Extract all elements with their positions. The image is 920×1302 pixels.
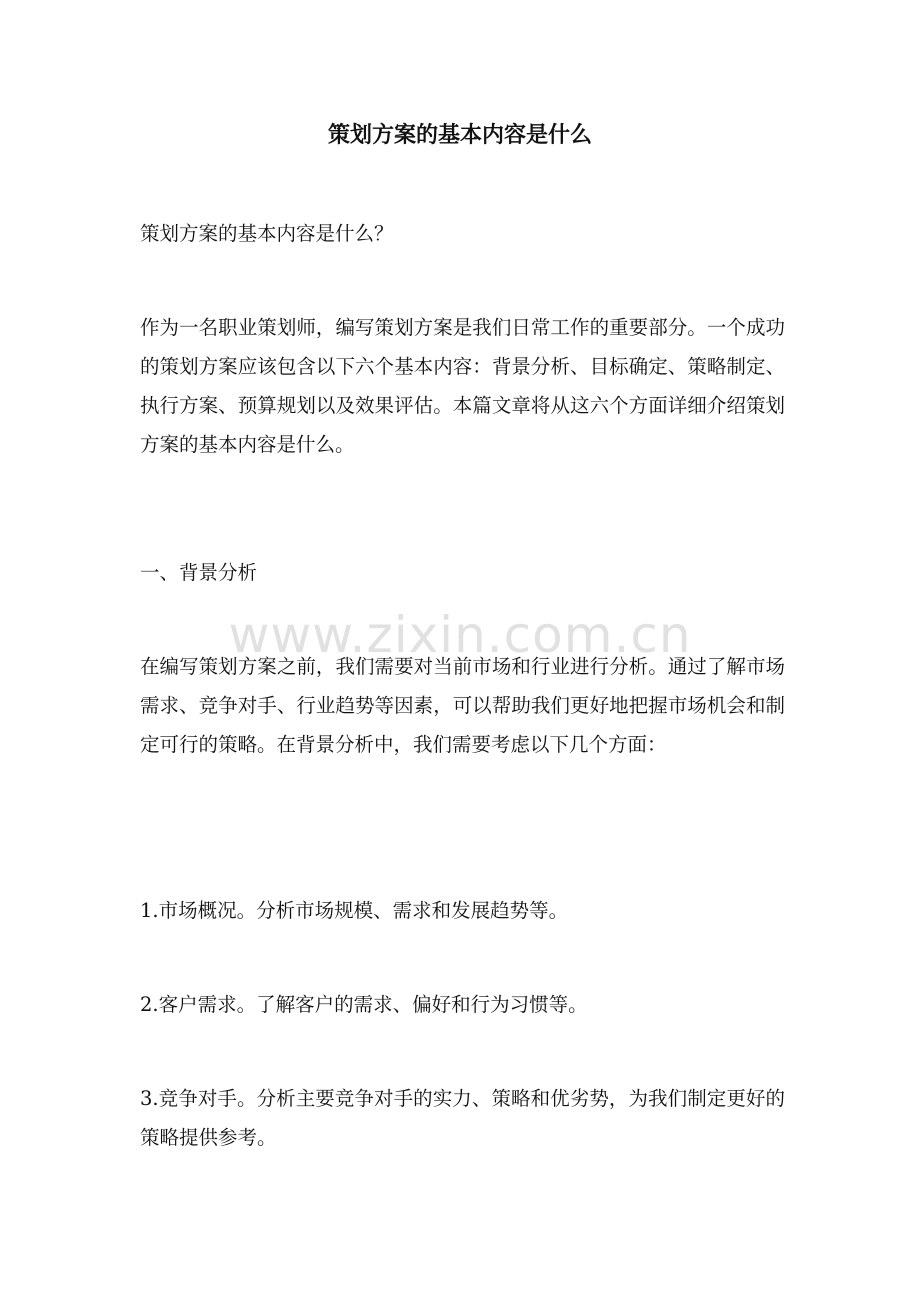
document-title: 策划方案的基本内容是什么 [327, 122, 592, 148]
background-paragraph: 在编写策划方案之前，我们需要对当前市场和行业进行分析。通过了解市场需求、竞争对手、行业趋势等因素，可以帮助我们更好地把握市场机会和制定可行的策略。在背景分析中，我们需要考虑以下几个方面： [140, 655, 785, 756]
list-item: 3.竞争对手。分析主要竞争对手的实力、策略和优劣势，为我们制定更好的策略提供参考。 [140, 1087, 785, 1149]
list-item: 2.客户需求。了解客户的需求、偏好和行为习惯等。 [140, 993, 588, 1016]
watermark: www.zixin.com.cn [228, 606, 692, 664]
section-heading-background: 一、背景分析 [140, 561, 258, 584]
list-item: 1.市场概况。分析市场规模、需求和发展趋势等。 [140, 899, 569, 922]
question-paragraph: 策划方案的基本内容是什么？ [140, 222, 394, 245]
intro-paragraph: 作为一名职业策划师，编写策划方案是我们日常工作的重要部分。一个成功的策划方案应该包含以下六个基本内容：背景分析、目标确定、策略制定、执行方案、预算规划以及效果评估。本篇文章将从这六个方面详细介绍策划方案的基本内容是什么。 [140, 316, 785, 456]
